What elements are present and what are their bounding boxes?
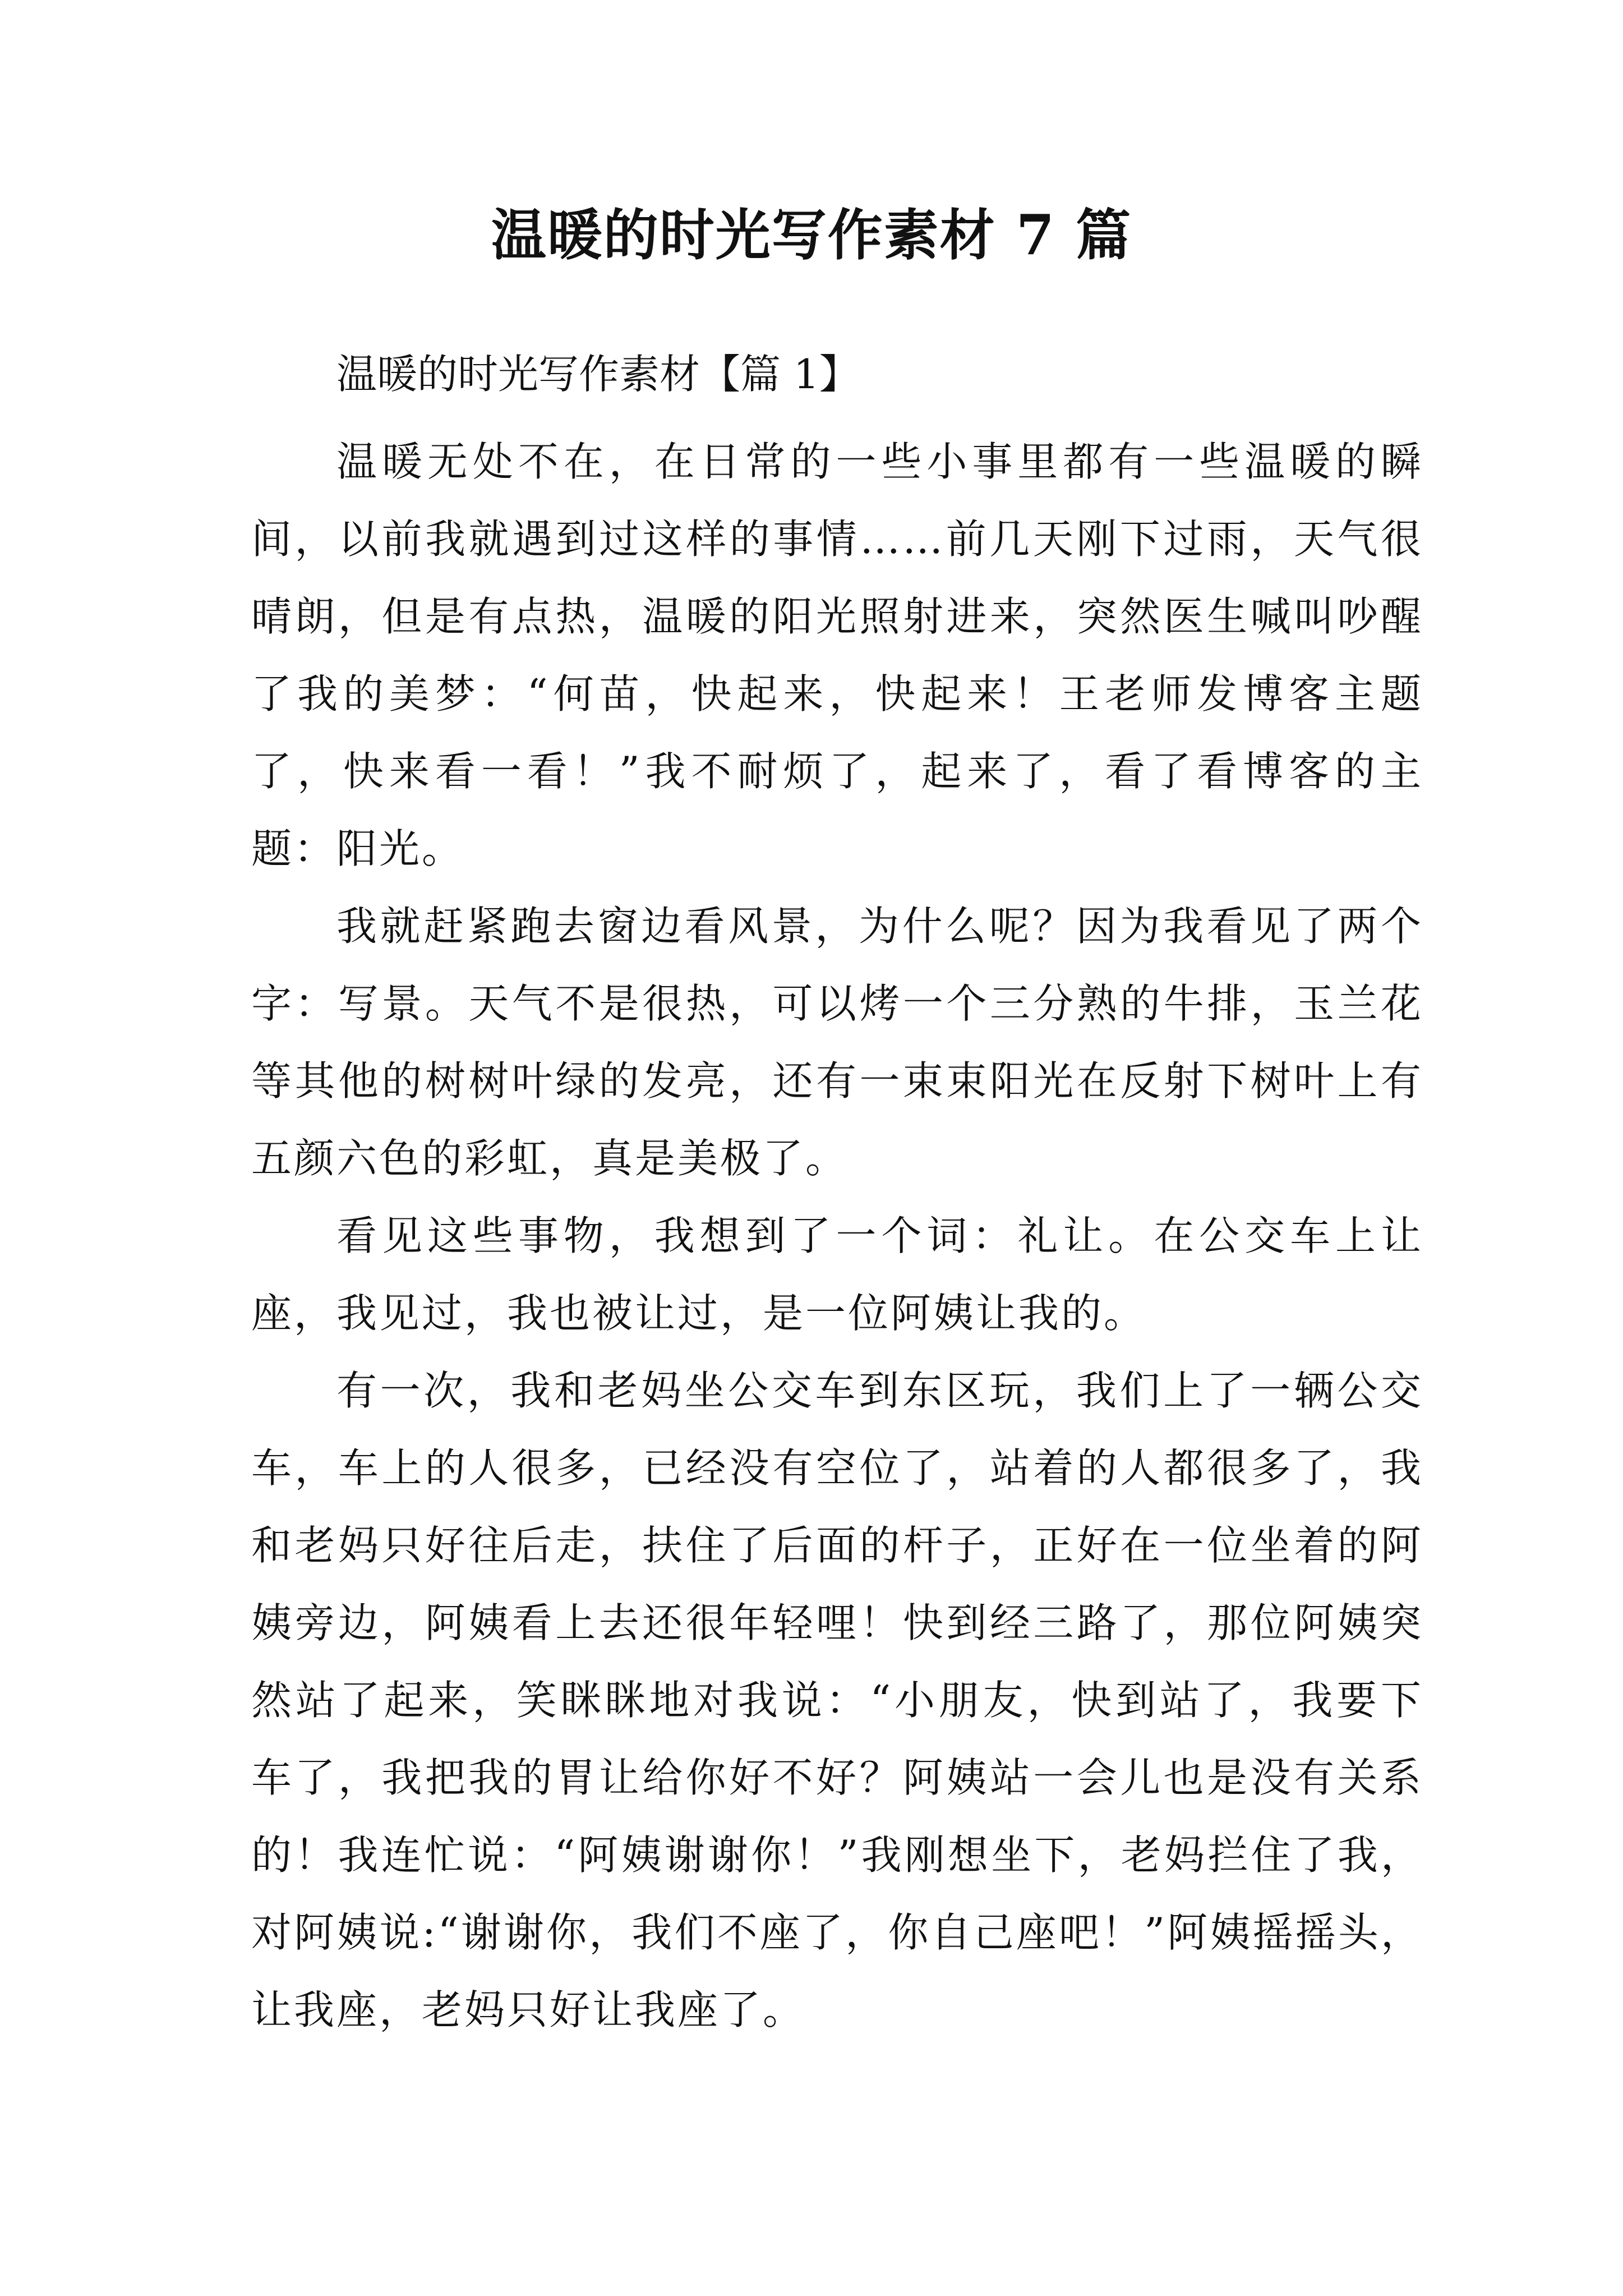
paragraph: 我就赶紧跑去窗边看风景，为什么呢？因为我看见了两个字：写景。天气不是很热，可以烤一个三分熟的牛排，玉兰花等其他的树树叶绿的发亮，还有一束束阳光在反射下树叶上有五颜六色的彩虹，真是美极了。 [251,903,1423,1182]
paragraph: 温暖无处不在，在日常的一些小事里都有一些温暖的瞬间，以前我就遇到过这样的事情……前几天刚下过雨，天气很晴朗，但是有点热，温暖的阳光照射进来，突然医生喊叫吵醒了我的美梦：“何苗，快起来，快起来！王老师发博客主题了，快来看一看！”我不耐烦了，起来了，看了看博客的主题：阳光。 [251,438,1423,872]
paragraph: 有一次，我和老妈坐公交车到东区玩，我们上了一辆公交车，车上的人很多，已经没有空位了，站着的人都很多了，我和老妈只好往后走，扶住了后面的杆子，正好在一位坐着的阿姨旁边，阿姨看上去还很年轻哩！快到经三路了，那位阿姨突然站了起来，笑眯眯地对我说：“小朋友，快到站了，我要下车了，我把我的胃让给你好不好？阿姨站一会儿也是没有关系的！我连忙说：“阿姨谢谢你！”我刚想坐下，老妈拦住了我，对阿姨说:“谢谢你，我们不座了，你自己座吧！”阿姨摇摇头，让我座，老妈只好让我座了。 [251,1367,1423,2033]
document-body [251,337,1423,2049]
section-heading: 温暖的时光写作素材【篇 1】 [336,351,860,398]
document-title: 温暖的时光写作素材 7 篇 [491,203,1132,268]
paragraph: 看见这些事物，我想到了一个词：礼让。在公交车上让座，我见过，我也被让过，是一位阿姨让我的。 [251,1212,1423,1337]
